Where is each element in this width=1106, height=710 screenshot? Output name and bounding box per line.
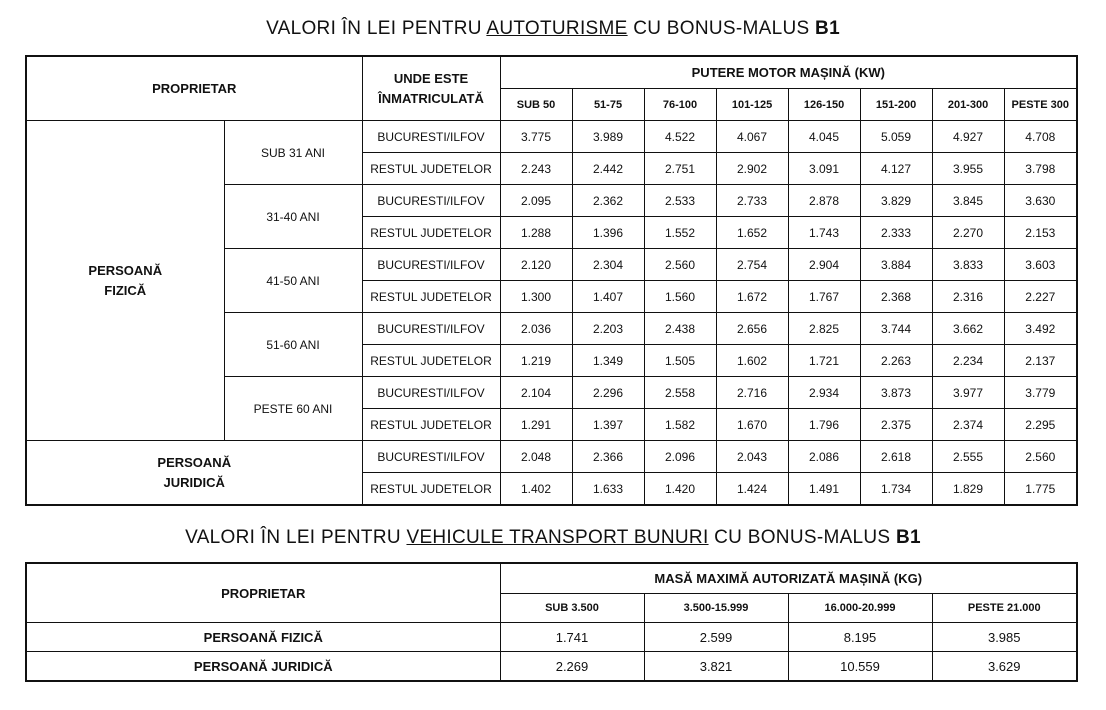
value-cell: 2.368 <box>860 281 932 313</box>
value-cell: 3.845 <box>932 185 1004 217</box>
region-cell: BUCURESTI/ILFOV <box>362 249 500 281</box>
value-cell: 2.095 <box>500 185 572 217</box>
value-cell: 1.491 <box>788 473 860 506</box>
value-cell: 2.048 <box>500 441 572 473</box>
header-mass: MASĂ MAXIMĂ AUTORIZATĂ MAȘINĂ (KG) <box>500 563 1077 594</box>
value-cell: 1.288 <box>500 217 572 249</box>
value-cell: 1.402 <box>500 473 572 506</box>
value-cell: 2.263 <box>860 345 932 377</box>
value-cell: 1.505 <box>644 345 716 377</box>
owner-persoana-fizica <box>26 121 224 441</box>
value-cell: 2.227 <box>1004 281 1077 313</box>
value-cell: 2.137 <box>1004 345 1077 377</box>
value-cell: 2.442 <box>572 153 644 185</box>
value-cell: 2.754 <box>716 249 788 281</box>
region-cell: RESTUL JUDETELOR <box>362 217 500 249</box>
value-cell: 2.878 <box>788 185 860 217</box>
header-power: PUTERE MOTOR MAȘINĂ (KW) <box>500 56 1077 89</box>
value-cell: 3.603 <box>1004 249 1077 281</box>
owner-line: JURIDICĂ <box>163 474 225 490</box>
region-cell: BUCURESTI/ILFOV <box>362 121 500 153</box>
mass-col: 3.500-15.999 <box>644 594 788 623</box>
value-cell: 2.362 <box>572 185 644 217</box>
value-cell: 3.989 <box>572 121 644 153</box>
value-cell: 1.552 <box>644 217 716 249</box>
value-cell: 1.652 <box>716 217 788 249</box>
header-registration: UNDE ESTE ÎNMATRICULATĂ <box>362 56 500 121</box>
value-cell: 2.036 <box>500 313 572 345</box>
mass-col: 16.000-20.999 <box>788 594 932 623</box>
value-cell: 3.985 <box>932 623 1077 652</box>
value-cell: 1.829 <box>932 473 1004 506</box>
owner-line: PERSOANĂ <box>88 262 163 278</box>
value-cell: 5.059 <box>860 121 932 153</box>
owner-cell: PERSOANĂ FIZICĂ <box>26 623 500 652</box>
value-cell: 2.558 <box>644 377 716 409</box>
value-cell: 3.873 <box>860 377 932 409</box>
owner-persoana-juridica <box>26 441 362 506</box>
value-cell: 2.716 <box>716 377 788 409</box>
title-bold: B1 <box>895 527 921 548</box>
value-cell: 3.091 <box>788 153 860 185</box>
value-cell: 1.670 <box>716 409 788 441</box>
value-cell: 2.203 <box>572 313 644 345</box>
value-cell: 8.195 <box>788 623 932 652</box>
value-cell: 2.295 <box>1004 409 1077 441</box>
power-col: 151-200 <box>860 89 932 121</box>
value-cell: 2.333 <box>860 217 932 249</box>
title-middle: CU BONUS-MALUS <box>708 527 896 548</box>
age-group: 41-50 ANI <box>224 249 362 313</box>
value-cell: 2.153 <box>1004 217 1077 249</box>
region-cell: RESTUL JUDETELOR <box>362 345 500 377</box>
value-cell: 2.902 <box>716 153 788 185</box>
power-col: SUB 50 <box>500 89 572 121</box>
value-cell: 1.560 <box>644 281 716 313</box>
value-cell: 2.366 <box>572 441 644 473</box>
title-underlined: AUTOTURISME <box>486 18 628 39</box>
title-middle: CU BONUS-MALUS <box>627 18 816 39</box>
power-col: PESTE 300 <box>1004 89 1077 121</box>
value-cell: 3.629 <box>932 652 1077 682</box>
value-cell: 2.560 <box>1004 441 1077 473</box>
value-cell: 2.234 <box>932 345 1004 377</box>
value-cell: 10.559 <box>788 652 932 682</box>
value-cell: 3.630 <box>1004 185 1077 217</box>
power-col: 201-300 <box>932 89 1004 121</box>
age-group: PESTE 60 ANI <box>224 377 362 441</box>
mass-col: SUB 3.500 <box>500 594 644 623</box>
value-cell: 2.243 <box>500 153 572 185</box>
region-cell: BUCURESTI/ILFOV <box>362 377 500 409</box>
value-cell: 2.934 <box>788 377 860 409</box>
value-cell: 4.522 <box>644 121 716 153</box>
value-cell: 2.555 <box>932 441 1004 473</box>
value-cell: 4.127 <box>860 153 932 185</box>
value-cell: 1.743 <box>788 217 860 249</box>
value-cell: 2.120 <box>500 249 572 281</box>
value-cell: 1.396 <box>572 217 644 249</box>
region-cell: RESTUL JUDETELOR <box>362 473 500 506</box>
value-cell: 2.375 <box>860 409 932 441</box>
owner-cell: PERSOANĂ JURIDICĂ <box>26 652 500 682</box>
value-cell: 1.633 <box>572 473 644 506</box>
mass-col: PESTE 21.000 <box>932 594 1077 623</box>
value-cell: 2.270 <box>932 217 1004 249</box>
value-cell: 1.397 <box>572 409 644 441</box>
title-bold: B1 <box>815 18 840 39</box>
value-cell: 1.424 <box>716 473 788 506</box>
title-autoturisme <box>0 18 1106 40</box>
value-cell: 3.829 <box>860 185 932 217</box>
table-row <box>26 121 1077 153</box>
value-cell: 3.492 <box>1004 313 1077 345</box>
value-cell: 2.269 <box>500 652 644 682</box>
value-cell: 2.316 <box>932 281 1004 313</box>
value-cell: 2.096 <box>644 441 716 473</box>
power-col: 76-100 <box>644 89 716 121</box>
value-cell: 1.300 <box>500 281 572 313</box>
power-col: 126-150 <box>788 89 860 121</box>
owner-line: FIZICĂ <box>104 282 147 298</box>
value-cell: 1.734 <box>860 473 932 506</box>
title-prefix: VALORI ÎN LEI PENTRU <box>266 18 487 39</box>
value-cell: 3.955 <box>932 153 1004 185</box>
value-cell: 3.779 <box>1004 377 1077 409</box>
region-cell: BUCURESTI/ILFOV <box>362 313 500 345</box>
value-cell: 4.927 <box>932 121 1004 153</box>
value-cell: 2.599 <box>644 623 788 652</box>
value-cell: 1.721 <box>788 345 860 377</box>
value-cell: 2.560 <box>644 249 716 281</box>
value-cell: 2.438 <box>644 313 716 345</box>
value-cell: 1.291 <box>500 409 572 441</box>
value-cell: 2.533 <box>644 185 716 217</box>
value-cell: 2.618 <box>860 441 932 473</box>
value-cell: 2.656 <box>716 313 788 345</box>
title-vehicule <box>0 527 1106 549</box>
value-cell: 1.672 <box>716 281 788 313</box>
header-owner: PROPRIETAR <box>26 563 500 623</box>
value-cell: 3.744 <box>860 313 932 345</box>
value-cell: 1.602 <box>716 345 788 377</box>
table-row <box>26 652 1077 682</box>
table-autoturisme <box>25 55 1078 506</box>
value-cell: 3.833 <box>932 249 1004 281</box>
value-cell: 2.104 <box>500 377 572 409</box>
value-cell: 2.733 <box>716 185 788 217</box>
value-cell: 3.775 <box>500 121 572 153</box>
value-cell: 3.884 <box>860 249 932 281</box>
value-cell: 1.349 <box>572 345 644 377</box>
value-cell: 4.708 <box>1004 121 1077 153</box>
value-cell: 2.374 <box>932 409 1004 441</box>
value-cell: 3.662 <box>932 313 1004 345</box>
power-col: 51-75 <box>572 89 644 121</box>
region-cell: BUCURESTI/ILFOV <box>362 185 500 217</box>
value-cell: 3.977 <box>932 377 1004 409</box>
table-row <box>26 623 1077 652</box>
value-cell: 2.296 <box>572 377 644 409</box>
value-cell: 2.751 <box>644 153 716 185</box>
table-row <box>26 441 1077 473</box>
age-group: 51-60 ANI <box>224 313 362 377</box>
value-cell: 1.582 <box>644 409 716 441</box>
value-cell: 1.219 <box>500 345 572 377</box>
value-cell: 1.796 <box>788 409 860 441</box>
age-group: SUB 31 ANI <box>224 121 362 185</box>
region-cell: BUCURESTI/ILFOV <box>362 441 500 473</box>
header-owner: PROPRIETAR <box>26 56 362 121</box>
age-group: 31-40 ANI <box>224 185 362 249</box>
value-cell: 4.045 <box>788 121 860 153</box>
value-cell: 1.767 <box>788 281 860 313</box>
title-prefix: VALORI ÎN LEI PENTRU <box>185 527 407 548</box>
owner-line: PERSOANĂ <box>157 454 232 470</box>
value-cell: 3.821 <box>644 652 788 682</box>
value-cell: 1.775 <box>1004 473 1077 506</box>
power-col: 101-125 <box>716 89 788 121</box>
region-cell: RESTUL JUDETELOR <box>362 281 500 313</box>
value-cell: 1.741 <box>500 623 644 652</box>
title-underlined: VEHICULE TRANSPORT BUNURI <box>406 527 709 548</box>
value-cell: 2.304 <box>572 249 644 281</box>
value-cell: 2.043 <box>716 441 788 473</box>
value-cell: 4.067 <box>716 121 788 153</box>
value-cell: 2.086 <box>788 441 860 473</box>
value-cell: 2.904 <box>788 249 860 281</box>
region-cell: RESTUL JUDETELOR <box>362 409 500 441</box>
value-cell: 2.825 <box>788 313 860 345</box>
table-vehicule-transport <box>25 562 1078 682</box>
value-cell: 1.420 <box>644 473 716 506</box>
region-cell: RESTUL JUDETELOR <box>362 153 500 185</box>
value-cell: 1.407 <box>572 281 644 313</box>
value-cell: 3.798 <box>1004 153 1077 185</box>
